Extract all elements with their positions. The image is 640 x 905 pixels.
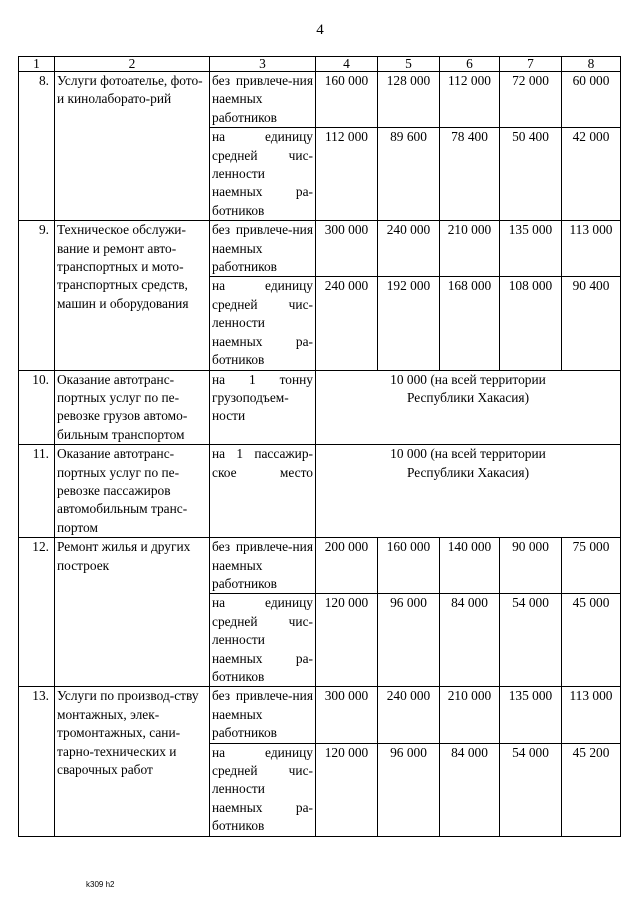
calculation-unit: на единицу средней чис-ленности наемных ра-ботников — [210, 743, 316, 836]
column-number: 8 — [562, 57, 621, 72]
column-number: 1 — [19, 57, 55, 72]
row-number: 10. — [19, 370, 55, 445]
tax-rate-table — [18, 56, 621, 837]
calculation-unit: без привлече-ния наемных работников — [210, 687, 316, 743]
service-name: Ремонт жилья и других построек — [55, 538, 210, 687]
row-number: 8. — [19, 72, 55, 221]
service-name: Техническое обслужи-вание и ремонт авто-транспортных и мото-транспортных средств, машин и оборудования — [55, 221, 210, 370]
merged-rate-value: 10 000 (на всей территории Республики Хакасия) — [316, 445, 621, 538]
service-name: Оказание автотранс-портных услуг по пе-ревозке грузов автомо-бильным транспортом — [55, 370, 210, 445]
row-number: 11. — [19, 445, 55, 538]
calculation-unit: на 1 пассажир-ское место — [210, 445, 316, 538]
rate-value: 60 000 — [562, 72, 621, 128]
rate-value: 300 000 — [316, 221, 378, 277]
rate-value: 45 200 — [562, 743, 621, 836]
service-name: Услуги фотоателье, фото- и кинолаборато-рий — [55, 72, 210, 221]
rate-value: 96 000 — [378, 743, 440, 836]
rate-value: 42 000 — [562, 128, 621, 221]
rate-value: 240 000 — [316, 277, 378, 370]
rate-value: 135 000 — [500, 687, 562, 743]
rate-value: 72 000 — [500, 72, 562, 128]
calculation-unit: на единицу средней чис-ленности наемных ра-ботников — [210, 128, 316, 221]
calculation-unit: без привлече-ния наемных работников — [210, 72, 316, 128]
rate-value: 128 000 — [378, 72, 440, 128]
merged-rate-value: 10 000 (на всей территории Республики Хакасия) — [316, 370, 621, 445]
column-number-header-row — [19, 57, 621, 72]
rate-value: 90 000 — [500, 538, 562, 594]
rate-value: 78 400 — [440, 128, 500, 221]
rate-value: 160 000 — [316, 72, 378, 128]
rate-value: 84 000 — [440, 743, 500, 836]
rate-value: 140 000 — [440, 538, 500, 594]
column-number: 5 — [378, 57, 440, 72]
rate-value: 54 000 — [500, 594, 562, 687]
table-row — [19, 72, 621, 128]
page-number: 4 — [316, 22, 324, 38]
rate-value: 210 000 — [440, 221, 500, 277]
table-row — [19, 370, 621, 445]
calculation-unit: без привлече-ния наемных работников — [210, 538, 316, 594]
rate-value: 200 000 — [316, 538, 378, 594]
rate-value: 240 000 — [378, 687, 440, 743]
table-row — [19, 445, 621, 538]
rate-value: 54 000 — [500, 743, 562, 836]
rate-value: 112 000 — [440, 72, 500, 128]
calculation-unit: на единицу средней чис-ленности наемных ра-ботников — [210, 594, 316, 687]
rate-value: 45 000 — [562, 594, 621, 687]
rate-value: 192 000 — [378, 277, 440, 370]
rate-value: 84 000 — [440, 594, 500, 687]
service-name: Оказание автотранс-портных услуг по пе-ревозке пассажиров автомобильным транс-портом — [55, 445, 210, 538]
rate-value: 108 000 — [500, 277, 562, 370]
table-row — [19, 221, 621, 277]
calculation-unit: без привлече-ния наемных работников — [210, 221, 316, 277]
rate-value: 160 000 — [378, 538, 440, 594]
row-number: 12. — [19, 538, 55, 687]
rate-value: 113 000 — [562, 687, 621, 743]
column-number: 3 — [210, 57, 316, 72]
rate-value: 120 000 — [316, 743, 378, 836]
rate-value: 112 000 — [316, 128, 378, 221]
rate-value: 89 600 — [378, 128, 440, 221]
rate-value: 168 000 — [440, 277, 500, 370]
table-row — [19, 538, 621, 594]
table-row — [19, 687, 621, 743]
rate-value: 90 400 — [562, 277, 621, 370]
service-name: Услуги по производ-ству монтажных, элек-тромонтажных, сани-тарно-технических и сварочных работ — [55, 687, 210, 836]
rate-value: 120 000 — [316, 594, 378, 687]
rate-value: 240 000 — [378, 221, 440, 277]
row-number: 13. — [19, 687, 55, 836]
rate-value: 50 400 — [500, 128, 562, 221]
calculation-unit: на единицу средней чис-ленности наемных ра-ботников — [210, 277, 316, 370]
column-number: 7 — [500, 57, 562, 72]
rate-value: 210 000 — [440, 687, 500, 743]
footer-code: k309 h2 — [86, 880, 115, 889]
row-number: 9. — [19, 221, 55, 370]
rate-value: 300 000 — [316, 687, 378, 743]
rate-value: 113 000 — [562, 221, 621, 277]
column-number: 6 — [440, 57, 500, 72]
rate-value: 96 000 — [378, 594, 440, 687]
rate-value: 135 000 — [500, 221, 562, 277]
calculation-unit: на 1 тонну грузоподъем-ности — [210, 370, 316, 445]
rate-value: 75 000 — [562, 538, 621, 594]
column-number: 2 — [55, 57, 210, 72]
column-number: 4 — [316, 57, 378, 72]
